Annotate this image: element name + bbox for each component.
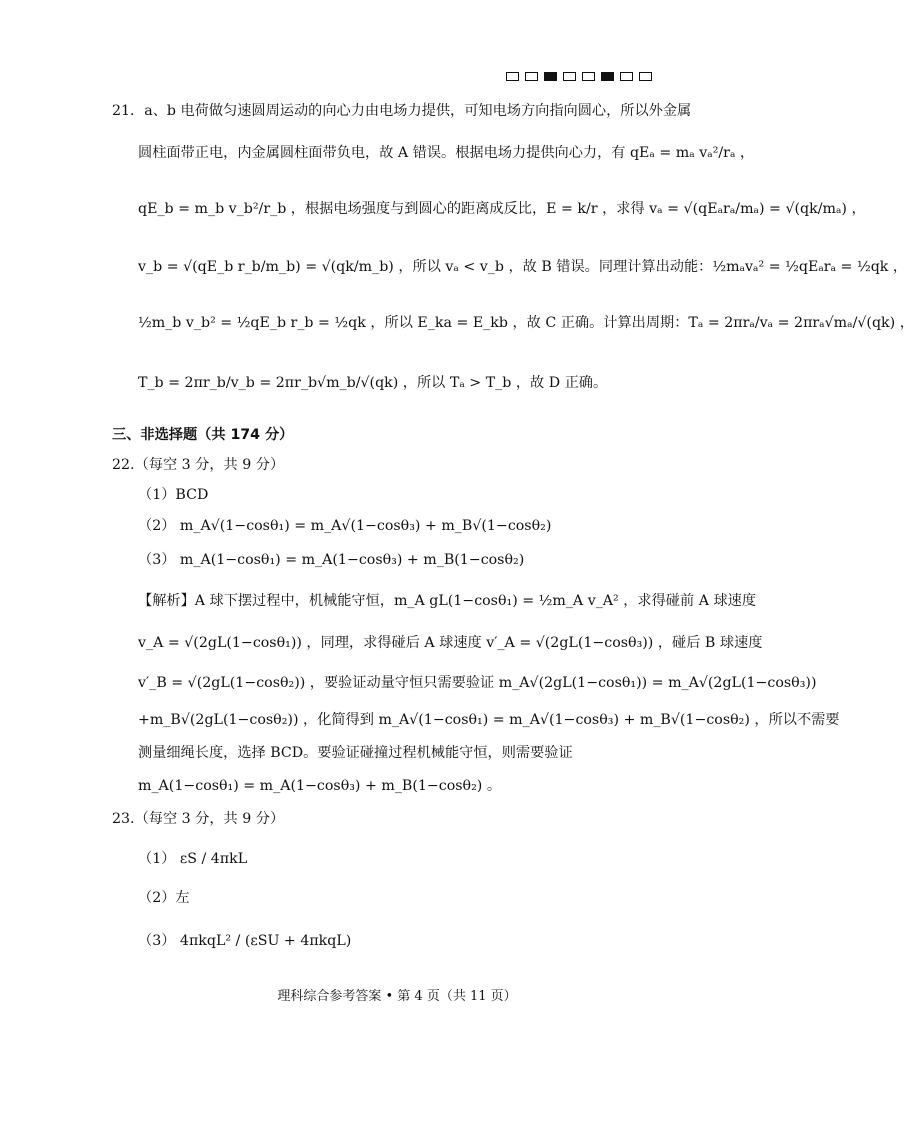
text-line-l07: 三、非选择题（共 174 分） <box>112 427 294 443</box>
text-line-l17: m_A(1−cosθ₁) = m_A(1−cosθ₃) + m_B(1−cosθ₂) 。 <box>138 778 502 794</box>
page-footer: 理科综合参考答案 • 第 4 页（共 11 页） <box>277 989 517 1004</box>
page-marker-box <box>601 72 614 81</box>
text-line-l11: （3） m_A(1−cosθ₁) = m_A(1−cosθ₃) + m_B(1−cosθ₂) <box>138 552 525 568</box>
text-line-l03: qE_b = m_b v_b²/r_b ，根据电场强度与到圆心的距离成反比，E = k/r ，求得 vₐ = √(qEₐrₐ/mₐ) = √(qk/mₐ) ， <box>138 201 866 217</box>
page-marker-box <box>563 72 576 81</box>
text-line-l15: +m_B√(2gL(1−cosθ₂)) ，化简得到 m_A√(1−cosθ₁) = m_A√(1−cosθ₃) + m_B√(1−cosθ₂) ，所以不需要 <box>138 712 840 728</box>
text-line-l16: 测量细绳长度，选择 BCD。要验证碰撞过程机械能守恒，则需要验证 <box>138 745 573 761</box>
text-line-l20: （2）左 <box>138 890 190 906</box>
text-line-l04: v_b = √(qE_b r_b/m_b) = √(qk/m_b) ，所以 vₐ < v_b ，故 B 错误。同理计算出动能：½mₐvₐ² = ½qEₐrₐ = ½qk ， <box>138 259 908 275</box>
page-marker-boxes <box>506 72 652 81</box>
page-marker-box <box>620 72 633 81</box>
page-marker-box <box>639 72 652 81</box>
text-line-l13: v_A = √(2gL(1−cosθ₁)) ，同理，求得碰后 A 球速度 v′_A = √(2gL(1−cosθ₃)) ，碰后 B 球速度 <box>138 635 763 651</box>
text-line-l21: （3） 4πkqL² / (εSU + 4πkqL) <box>138 933 352 949</box>
text-line-l06: T_b = 2πr_b/v_b = 2πr_b√m_b/√(qk) ，所以 Tₐ > T_b ，故 D 正确。 <box>138 375 608 391</box>
page-marker-box <box>506 72 519 81</box>
text-line-l12: 【解析】A 球下摆过程中，机械能守恒，m_A gL(1−cosθ₁) = ½m_A v_A² ，求得碰前 A 球速度 <box>138 593 757 609</box>
text-line-l18: 23.（每空 3 分，共 9 分） <box>112 811 285 827</box>
text-line-l14: v′_B = √(2gL(1−cosθ₂)) ，要验证动量守恒只需要验证 m_A√(2gL(1−cosθ₁)) = m_A√(2gL(1−cosθ₃)) <box>138 675 817 691</box>
text-line-l02: 圆柱面带正电，内金属圆柱面带负电，故 A 错误。根据电场力提供向心力，有 qEₐ = mₐ vₐ²/rₐ ， <box>138 145 755 161</box>
text-line-l05: ½m_b v_b² = ½qE_b r_b = ½qk ，所以 E_ka = E_kb ，故 C 正确。计算出周期：Tₐ = 2πrₐ/vₐ = 2πrₐ√mₐ/√(qk) ， <box>138 315 914 331</box>
page-marker-box <box>582 72 595 81</box>
text-line-l01: 21．a、b 电荷做匀速圆周运动的向心力由电场力提供，可知电场方向指向圆心，所以外金属 <box>112 103 692 119</box>
text-line-l09: （1）BCD <box>138 487 209 503</box>
page-marker-box <box>544 72 557 81</box>
page-marker-box <box>525 72 538 81</box>
text-line-l19: （1） εS / 4πkL <box>138 851 248 867</box>
text-line-l10: （2） m_A√(1−cosθ₁) = m_A√(1−cosθ₃) + m_B√(1−cosθ₂) <box>138 518 552 534</box>
text-line-l08: 22.（每空 3 分，共 9 分） <box>112 457 285 473</box>
